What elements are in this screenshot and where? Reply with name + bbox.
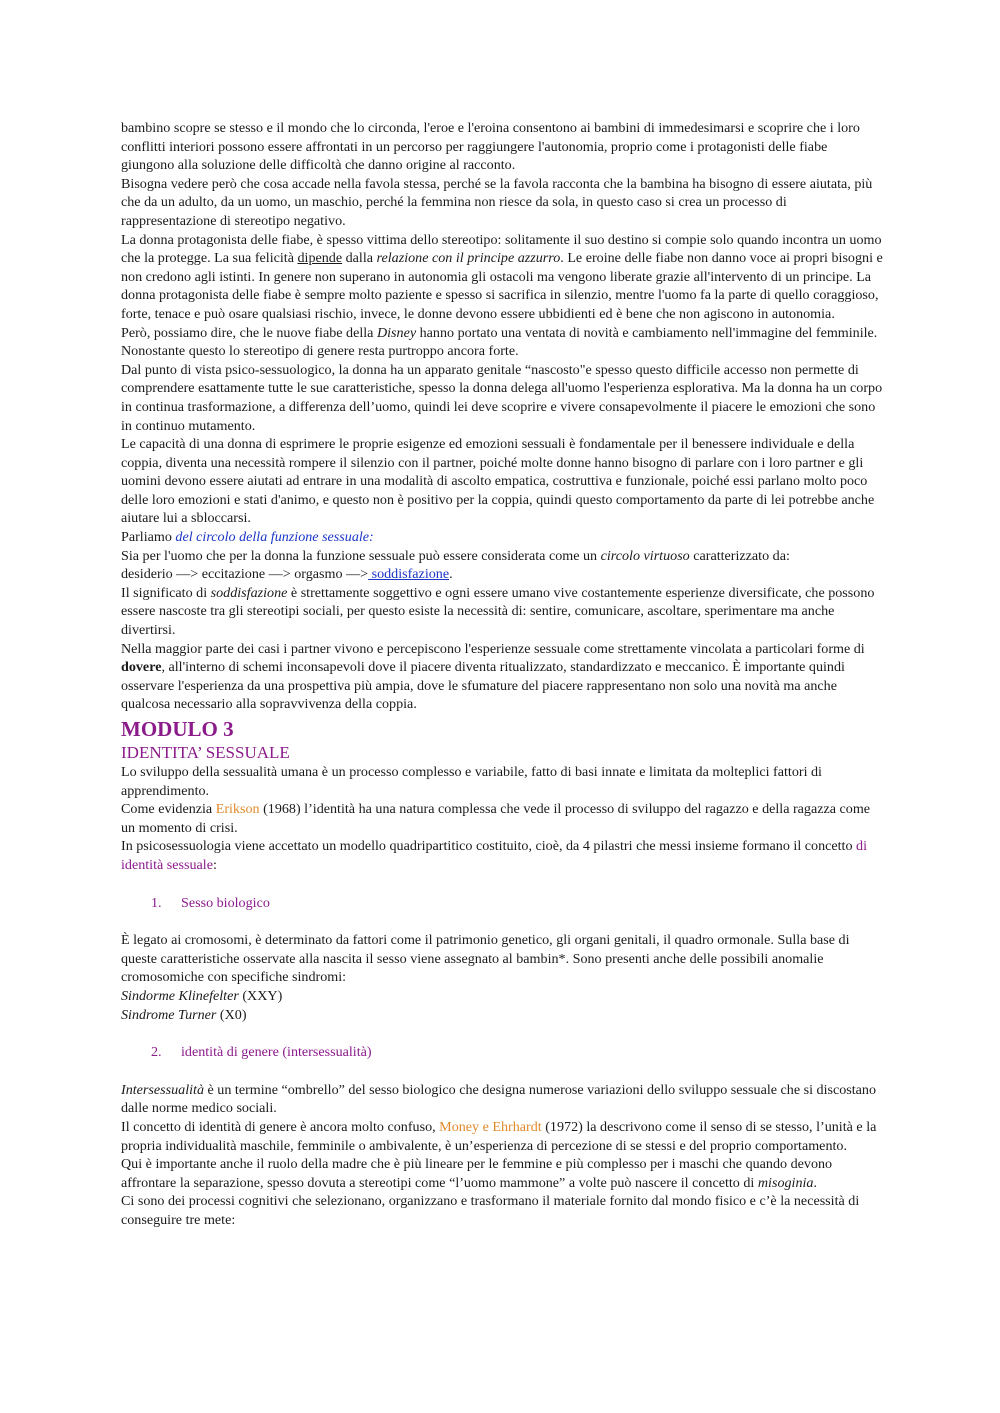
list-number: 1. bbox=[151, 894, 162, 911]
paragraph-mother-role: Qui è importante anche il ruolo della madre che è più lineare per le femmine e più complesso per i maschi che quando devono affrontare la separazione, spesso dovuta a stereotipi come “l’uomo mammone” a volte può nascere il concetto di misoginia. bbox=[121, 1156, 833, 1191]
list-label: Sesso biologico bbox=[181, 894, 270, 911]
paragraph-satisfaction: Il significato di soddisfazione è strettamente soggettivo e ogni essere umano vive costantemente esperienze diversificate, che possono essere nascoste tra gli stereotipi sociali, per questo esiste la necessità di: sentire, comunicare, ascoltare, sperimentare ma anche divertirsi. bbox=[121, 584, 875, 639]
list-item-gender-identity bbox=[121, 1043, 883, 1062]
circle-link-text: del circolo della funzione sessuale: bbox=[175, 529, 374, 546]
underlined-word: dipende bbox=[297, 250, 343, 267]
paragraph-quadripartite: In psicosessuologia viene accettato un modello quadripartitico costituito, cioè, da 4 pilastri che messi insieme formano il concetto di identità sessuale: bbox=[121, 838, 867, 873]
paragraph-disney: Però, possiamo dire, che le nuove fiabe della Disney hanno portato una ventata di novità e cambiamento nell'immagine del femminile. Nonostante questo lo stereotipo di genere resta purtroppo ancora forte. bbox=[121, 324, 878, 360]
paragraph-intersexuality: Intersessualità è un termine “ombrello” del sesso biologico che designa numerose variazioni dello sviluppo sessuale che si discostano dalle norme medico sociali. bbox=[121, 1081, 877, 1117]
paragraph-erikson: Come evidenzia Erikson (1968) l’identità ha una natura complessa che vede il processo di sviluppo del ragazzo e della ragazza come un momento di crisi. bbox=[121, 801, 871, 836]
paragraph-fairy-tale-identification: bambino scopre se stesso e il mondo che lo circonda, l'eroe e l'eroina consentono ai bambini di immedesimarsi e scoprire che i loro conflitti interiori possono essere affrontati in un percorso per raggiungere l'autonomia, proprio come i protagonisti delle fiabe giungono alla soluzione delle difficoltà che danno origine al racconto. bbox=[121, 120, 860, 174]
concept-highlight: di identità sessuale bbox=[121, 838, 867, 873]
paragraph-virtuous-circle: Sia per l'uomo che per la donna la funzione sessuale può essere considerata come un circolo virtuoso caratterizzato da: bbox=[121, 547, 790, 564]
author-erikson: Erikson bbox=[215, 801, 260, 818]
paragraph-cognitive-processes: Ci sono dei processi cognitivi che selezionano, organizzano e trasformano il materiale fornito dal mondo fisico e c’è la necessità di conseguire tre mete: bbox=[121, 1193, 860, 1228]
paragraph-sequence: desiderio —> eccitazione —> orgasmo —> soddisfazione. bbox=[121, 566, 453, 583]
paragraph-chromosomes: È legato ai cromosomi, è determinato da fattori come il patrimonio genetico, gli organi genitali, il quadro ormonale. Sulla base di queste caratteristiche osservate alla nascita il sesso viene assegnato al bambin*. Sono presenti anche delle possibili anomalie cromosomiche con specifiche sindromi: bbox=[121, 932, 850, 986]
paragraph-money-ehrhardt: Il concetto di identità di genere è ancora molto confuso, Money e Ehrhardt (1972) la descrivono come il senso di se stesso, l’unità e la propria individualità maschile, femminile o ambivalente, è un’esperienza di percezione di se stessi e del proprio comportamento. bbox=[121, 1118, 877, 1154]
section-heading: IDENTITA’ SESSUALE bbox=[121, 743, 290, 762]
list-number: 2. bbox=[151, 1044, 162, 1061]
module-heading: MODULO 3 bbox=[121, 717, 234, 741]
paragraph-negative-stereotype: Bisogna vedere però che cosa accade nella favola stessa, perché se la favola racconta che la bambina ha bisogno di essere aiutata, più che da un adulto, da un uomo, un maschio, perché la femmina non riesce da sola, in questo caso si crea un processo di rappresentazione di stereotipo negativo. bbox=[121, 175, 873, 229]
paragraph-psycho-sexological: Dal punto di vista psico-sessuologico, la donna ha un apparato genitale “nascosto"e spesso questo difficile accesso non permette di comprendere esattamente tutte le sue caratteristiche, spesso la donna delega all'uomo l'esperienza esplorativa. Ma la donna ha un corpo in continua trasformazione, a differenza dell’uomo, quindi lei deve scoprire e vivere consapevolmente il piacere le emozioni che sono in continuo mutamento. bbox=[121, 361, 883, 434]
list-item-biological-sex bbox=[121, 894, 883, 913]
syndrome-klinefelter: Sindorme Klinefelter (XXY) bbox=[121, 987, 283, 1004]
document-page bbox=[121, 119, 883, 1229]
author-money-ehrhardt: Money e Ehrhardt bbox=[439, 1118, 542, 1135]
paragraph-development: Lo sviluppo della sessualità umana è un processo complesso e variabile, fatto di basi innate e limitata da molteplici fattori di apprendimento. bbox=[121, 764, 822, 799]
paragraph-woman-protagonist: La donna protagonista delle fiabe, è spesso vittima dello stereotipo: solitamente il suo destino si compie solo quando incontra un uomo che la protegge. La sua felicità dipende dalla relazione con il principe azzurro. Le eroine delle fiabe non danno voce ai propri bisogni e non credono agli istinti. In genere non superano in autonomia gli ostacoli ma vengono liberate grazie all'intervento di un principe. La donna protagonista delle fiabe è sempre molto paziente e spesso si sacrifica in silenzio, mentre l'uomo fa la parte di quello coraggioso, forte, tenace e può osare qualsiasi rischio, invece, le donne devono essere ubbidienti ed è bene che non agiscono in autonomia. bbox=[121, 231, 883, 322]
paragraph-communication: Le capacità di una donna di esprimere le proprie esigenze ed emozioni sessuali è fondamentale per il benessere individuale e della coppia, diventa una necessità rompere il silenzio con il partner, poiché molte donne hanno bisogno di parlare con i loro partner e gli uomini devono essere aiutati ad entrare in una modalità di ascolto empatica, costruttiva e funzionale, poiché essi parlano molto poco delle loro emozioni e stati d'animo, e questo non è positivo per la coppia, quindi questo comportamento da parte di lei potrebbe anche aiutare lui a sbloccarsi. bbox=[121, 436, 875, 527]
paragraph-duty: Nella maggior parte dei casi i partner vivono e percepiscono l'esperienze sessuale come strettamente vincolata a particolari forme di dovere, all'interno di schemi inconsapevoli dove il piacere diventa ritualizzato, standardizzato e meccanico. È importante quindi osservare l'esperienza da una prospettiva più ampia, dove le sfumature del piacere rappresentano non solo una novità ma anche qualcosa necessario alla sopravvivenza della coppia. bbox=[121, 640, 865, 713]
soddisfazione-link[interactable]: soddisfazione bbox=[368, 566, 450, 583]
italic-phrase: relazione con il principe azzurro bbox=[376, 250, 561, 267]
paragraph-circle-intro: Parliamo del circolo della funzione sessuale: bbox=[121, 529, 374, 546]
list-label: identità di genere (intersessualità) bbox=[181, 1044, 372, 1061]
syndrome-turner: Sindrome Turner (X0) bbox=[121, 1006, 247, 1023]
